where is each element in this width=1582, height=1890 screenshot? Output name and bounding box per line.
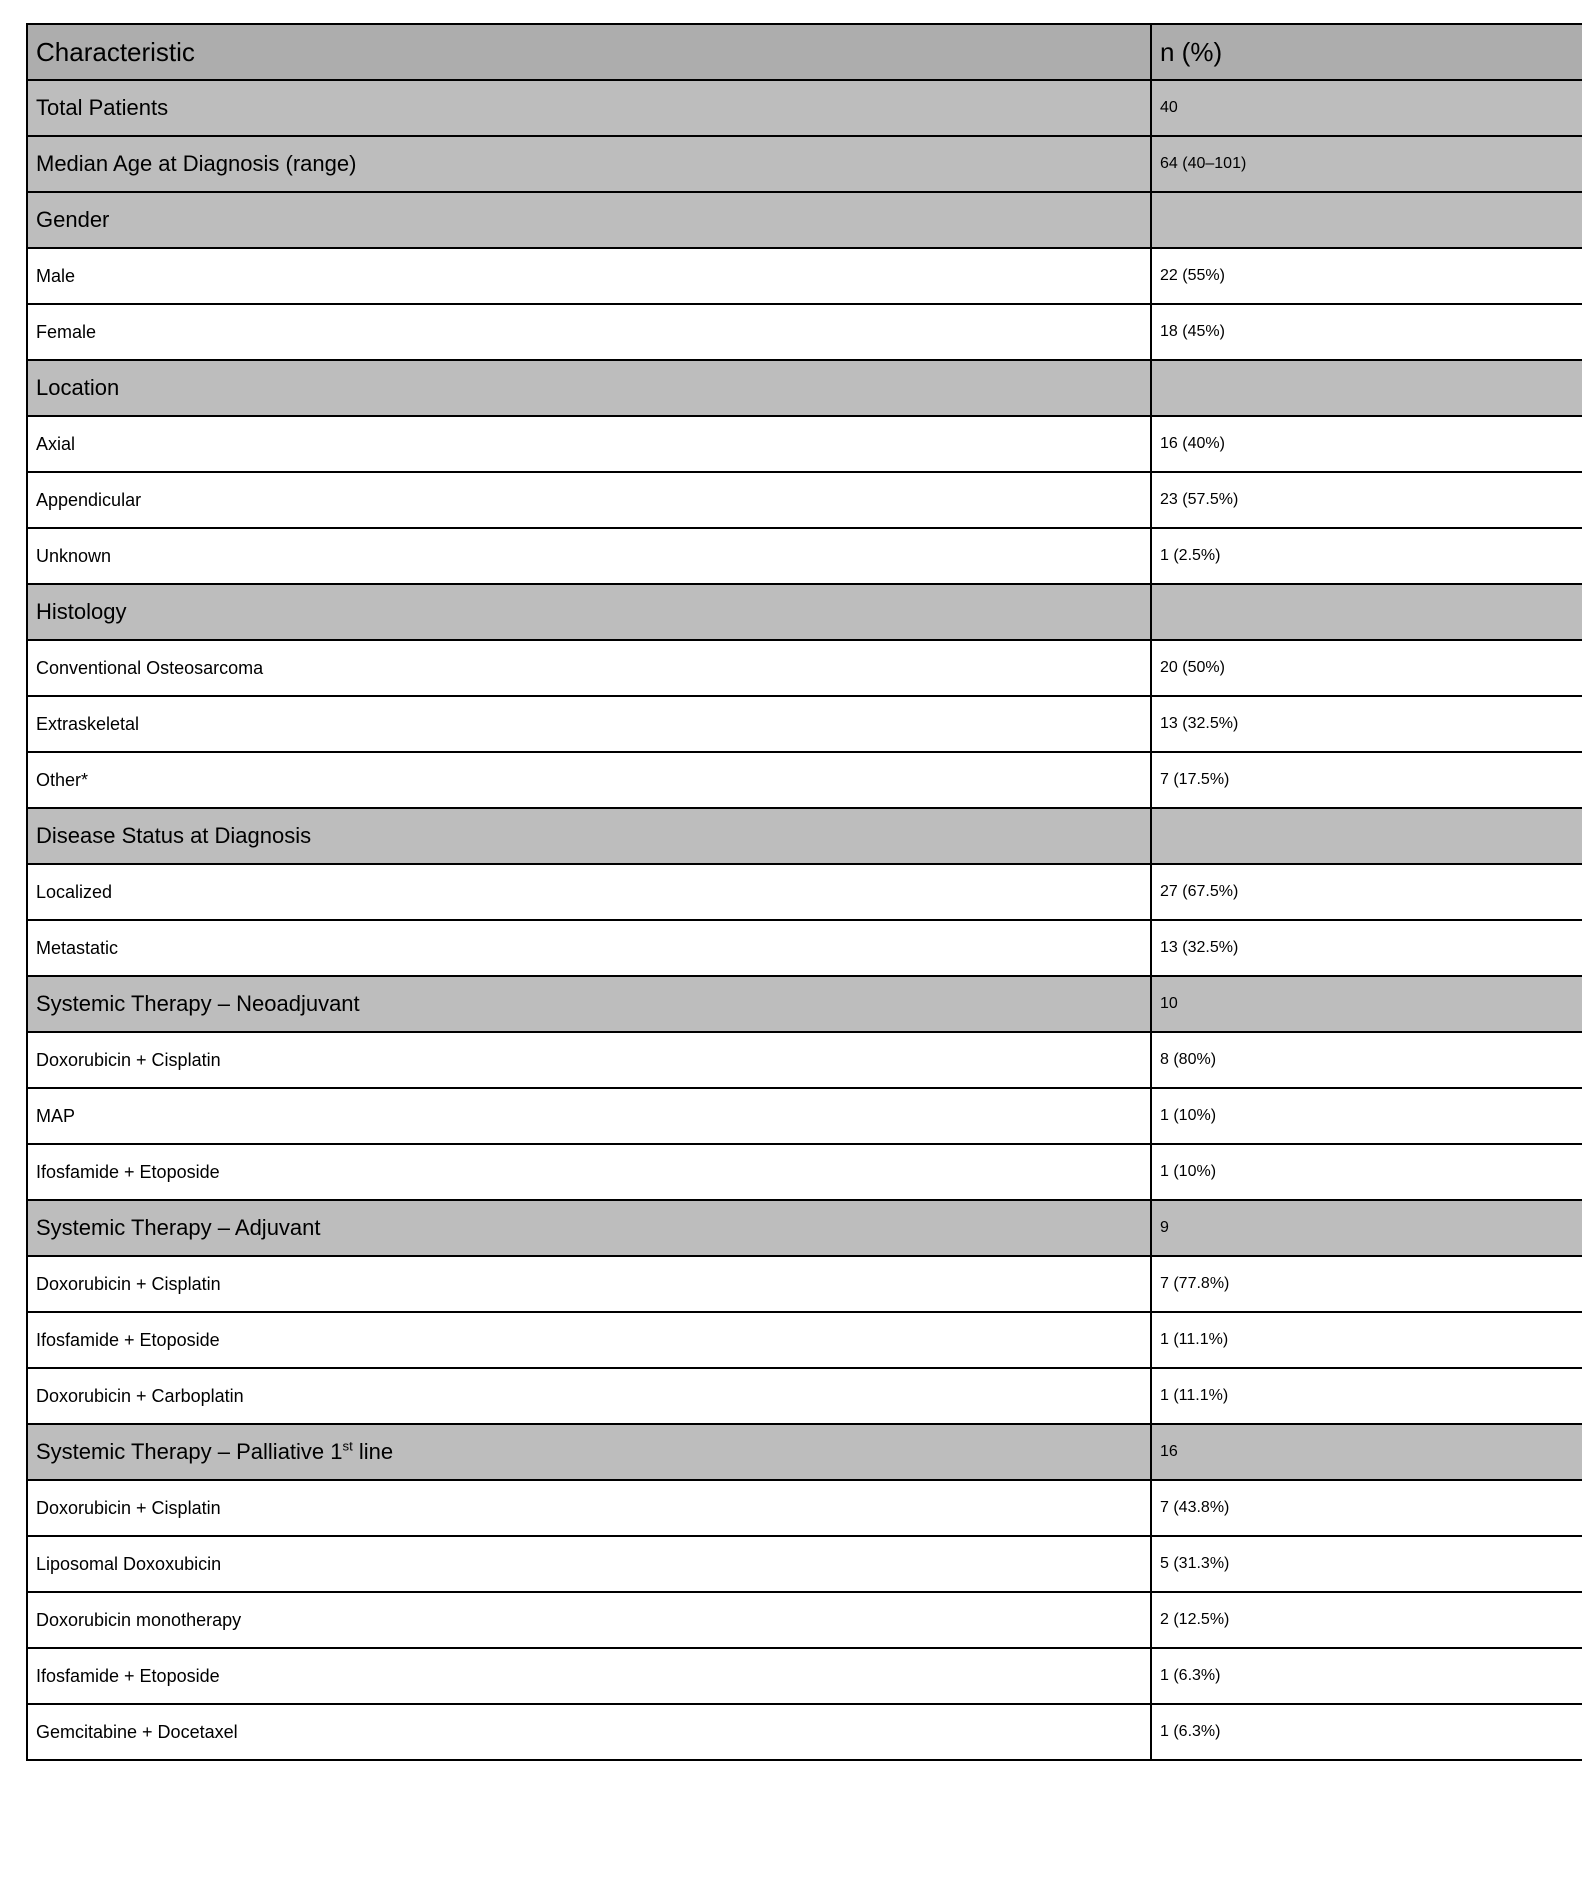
row-label-text: Axial	[36, 433, 76, 454]
row-label	[27, 696, 1151, 752]
table-row	[27, 248, 1582, 304]
table-row	[27, 1536, 1582, 1592]
table-row	[27, 920, 1582, 976]
row-label-text: Ifosfamide + Etoposide	[36, 1329, 220, 1350]
table-row	[27, 696, 1582, 752]
row-value: 64 (40–101)	[1151, 136, 1582, 192]
row-label-text: Systemic Therapy – Palliative 1	[36, 1439, 343, 1464]
row-value: 20 (50%)	[1151, 640, 1582, 696]
table-row	[27, 1256, 1582, 1312]
table-row	[27, 1312, 1582, 1368]
row-label	[27, 1704, 1151, 1760]
section-row	[27, 136, 1582, 192]
table-row	[27, 864, 1582, 920]
row-value: 1 (2.5%)	[1151, 528, 1582, 584]
row-label-text: Other*	[36, 769, 89, 790]
section-row	[27, 1424, 1582, 1480]
row-value: 1 (6.3%)	[1151, 1648, 1582, 1704]
row-label-text: MAP	[36, 1105, 76, 1126]
row-label	[27, 360, 1151, 416]
table-row	[27, 1144, 1582, 1200]
demographics-table	[26, 23, 1582, 1761]
row-label-text: Female	[36, 321, 97, 342]
header-n-percent: n (%)	[1151, 24, 1582, 80]
row-value: 8 (80%)	[1151, 1032, 1582, 1088]
row-label-text: Male	[36, 265, 76, 286]
row-label	[27, 1592, 1151, 1648]
row-label-text: Extraskeletal	[36, 713, 140, 734]
row-value: 16 (40%)	[1151, 416, 1582, 472]
row-label	[27, 864, 1151, 920]
row-label	[27, 808, 1151, 864]
table-body	[27, 24, 1582, 1760]
table-row	[27, 1032, 1582, 1088]
row-label-text: Total Patients	[36, 95, 169, 120]
row-label	[27, 752, 1151, 808]
row-value: 22 (55%)	[1151, 248, 1582, 304]
row-label	[27, 248, 1151, 304]
row-label-text: Median Age at Diagnosis (range)	[36, 151, 357, 176]
table-row	[27, 1704, 1582, 1760]
row-label	[27, 1256, 1151, 1312]
row-value: 13 (32.5%)	[1151, 696, 1582, 752]
row-label	[27, 1088, 1151, 1144]
row-label	[27, 920, 1151, 976]
row-label-text: Liposomal Doxoxubicin	[36, 1553, 222, 1574]
row-label-text: Ifosfamide + Etoposide	[36, 1665, 220, 1686]
row-label	[27, 136, 1151, 192]
row-value	[1151, 808, 1582, 864]
row-value: 27 (67.5%)	[1151, 864, 1582, 920]
row-label-text: Systemic Therapy – Adjuvant	[36, 1215, 321, 1240]
row-label	[27, 1144, 1151, 1200]
row-value: 1 (10%)	[1151, 1088, 1582, 1144]
row-label-tail: line	[352, 1439, 394, 1464]
row-value: 10	[1151, 976, 1582, 1032]
row-value: 7 (77.8%)	[1151, 1256, 1582, 1312]
row-value: 7 (17.5%)	[1151, 752, 1582, 808]
row-label	[27, 304, 1151, 360]
row-label	[27, 528, 1151, 584]
row-label	[27, 192, 1151, 248]
row-label-superscript: st	[342, 1438, 353, 1454]
row-value: 40	[1151, 80, 1582, 136]
table-row	[27, 752, 1582, 808]
row-value: 2 (12.5%)	[1151, 1592, 1582, 1648]
table-row	[27, 1088, 1582, 1144]
section-row	[27, 80, 1582, 136]
row-label	[27, 1424, 1151, 1480]
row-label	[27, 640, 1151, 696]
row-label	[27, 1480, 1151, 1536]
row-label-text: Doxorubicin + Cisplatin	[36, 1049, 221, 1070]
section-row	[27, 808, 1582, 864]
table-header-row	[27, 24, 1582, 80]
row-label	[27, 976, 1151, 1032]
row-value: 16	[1151, 1424, 1582, 1480]
table-row	[27, 1368, 1582, 1424]
row-label-text: Doxorubicin + Cisplatin	[36, 1273, 221, 1294]
row-label-text: Doxorubicin + Cisplatin	[36, 1497, 221, 1518]
table-row	[27, 1648, 1582, 1704]
section-row	[27, 192, 1582, 248]
table-row	[27, 472, 1582, 528]
table-row	[27, 1480, 1582, 1536]
row-label-text: Ifosfamide + Etoposide	[36, 1161, 220, 1182]
row-label-text: Localized	[36, 881, 113, 902]
row-value	[1151, 584, 1582, 640]
row-value: 5 (31.3%)	[1151, 1536, 1582, 1592]
section-row	[27, 976, 1582, 1032]
row-value: 7 (43.8%)	[1151, 1480, 1582, 1536]
header-characteristic: Characteristic	[27, 24, 1151, 80]
row-label-text: Doxorubicin monotherapy	[36, 1609, 242, 1630]
row-label-text: Metastatic	[36, 937, 119, 958]
row-value	[1151, 360, 1582, 416]
row-label-text: Gemcitabine + Docetaxel	[36, 1721, 238, 1742]
row-label-text: Gender	[36, 207, 110, 232]
row-label	[27, 416, 1151, 472]
row-label-text: Histology	[36, 599, 127, 624]
row-label-text: Systemic Therapy – Neoadjuvant	[36, 991, 360, 1016]
row-label	[27, 1648, 1151, 1704]
row-value: 1 (11.1%)	[1151, 1368, 1582, 1424]
row-label-text: Unknown	[36, 545, 112, 566]
row-label	[27, 1200, 1151, 1256]
row-label-text: Conventional Osteosarcoma	[36, 657, 264, 678]
table-row	[27, 528, 1582, 584]
row-value	[1151, 192, 1582, 248]
section-row	[27, 1200, 1582, 1256]
row-value: 18 (45%)	[1151, 304, 1582, 360]
row-value: 23 (57.5%)	[1151, 472, 1582, 528]
row-value: 1 (11.1%)	[1151, 1312, 1582, 1368]
row-label-text: Appendicular	[36, 489, 142, 510]
row-value: 13 (32.5%)	[1151, 920, 1582, 976]
row-value: 9	[1151, 1200, 1582, 1256]
row-label	[27, 1032, 1151, 1088]
row-label	[27, 472, 1151, 528]
row-label	[27, 584, 1151, 640]
row-value: 1 (10%)	[1151, 1144, 1582, 1200]
row-value: 1 (6.3%)	[1151, 1704, 1582, 1760]
section-row	[27, 360, 1582, 416]
row-label	[27, 1368, 1151, 1424]
row-label	[27, 1536, 1151, 1592]
table-row	[27, 640, 1582, 696]
table-row	[27, 304, 1582, 360]
row-label	[27, 1312, 1151, 1368]
table-row	[27, 1592, 1582, 1648]
section-row	[27, 584, 1582, 640]
row-label-text: Location	[36, 375, 120, 400]
row-label	[27, 80, 1151, 136]
row-label-text: Disease Status at Diagnosis	[36, 823, 312, 848]
row-label-text: Doxorubicin + Carboplatin	[36, 1385, 244, 1406]
table-row	[27, 416, 1582, 472]
